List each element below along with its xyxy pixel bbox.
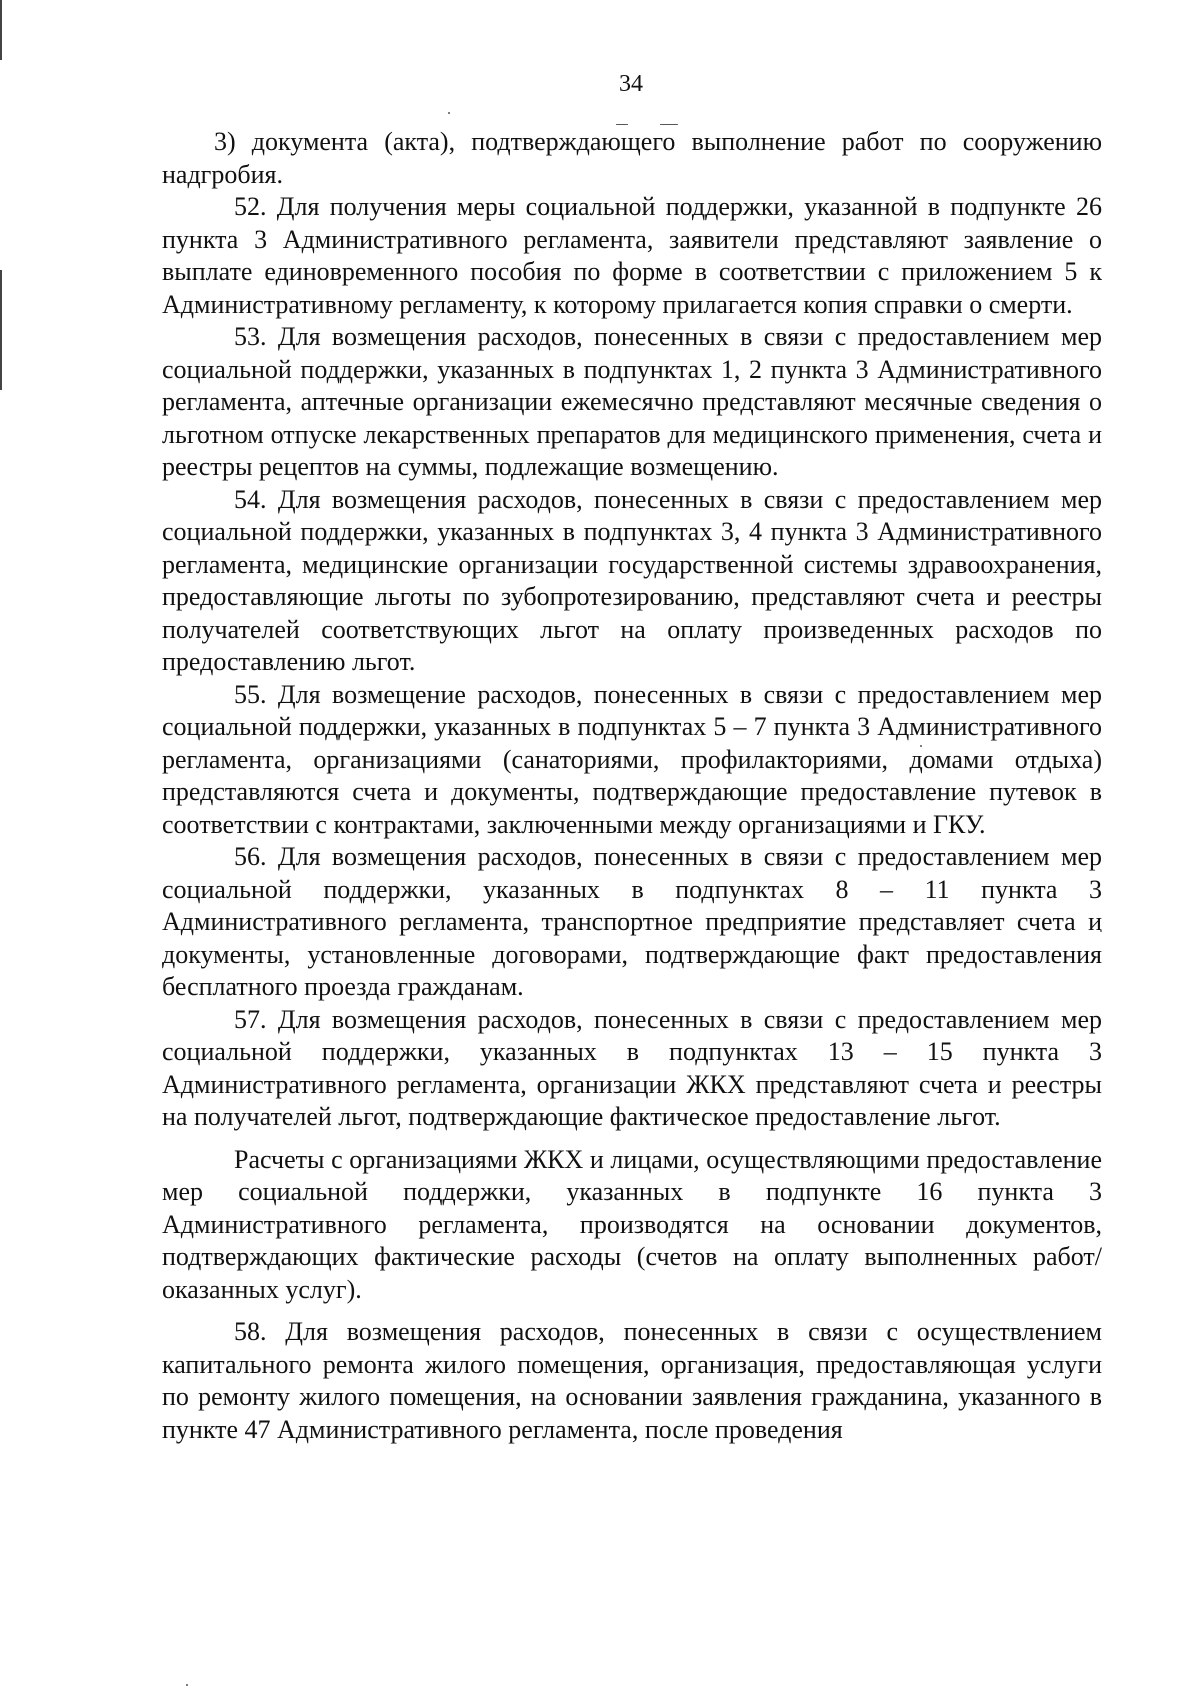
paragraph-54: 54. Для возмещения расходов, понесенных в связи с предоставлением мер социальной поддержки, указанных в подпунктах 3, 4 пункта 3 Административного регламента, медицинские организации государственной системы здравоохранения, предоставляющие льготы по зубопротезированию, представляют счета и реестры получателей соответствующих льгот на оплату произведенных расходов по предоставлению льгот. <box>162 484 1102 676</box>
scan-edge-mark <box>0 270 2 390</box>
paragraph-56: 56. Для возмещения расходов, понесенных в связи с предоставлением мер социальной поддержки, указанных в подпунктах 8 – 11 пункта 3 Административного регламента, транспортное предприятие представляет счета и документы, установленные договорами, подтверждающие факт предоставления бесплатного проезда гражданам. <box>162 842 1102 1001</box>
paragraph-57: 57. Для возмещения расходов, понесенных в связи с предоставлением мер социальной поддержки, указанных в подпунктах 13 – 15 пункта 3 Административного регламента, организации ЖКХ представляют счета и реестры на получателей льгот, подтверждающие фактическое предоставление льгот. <box>162 1004 1102 1131</box>
document-body <box>162 126 1102 1446</box>
scan-speck <box>616 124 628 125</box>
scan-speck <box>448 112 450 114</box>
paragraph-55: 55. Для возмещение расходов, понесенных в связи с предоставлением мер социальной поддержки, указанных в подпунктах 5 – 7 пункта 3 Административного регламента, организациями (санаториями, профилакториями, домами отдыха) представляются счета и документы, подтверждающие предоставление путевок в соответствии с контрактами, заключенными между организациями и ГКУ. <box>162 679 1102 839</box>
paragraph-settlements: Расчеты с организациями ЖКХ и лицами, осуществляющими предоставление мер социальной поддержки, указанных в подпункте 16 пункта 3 Административного регламента, производятся на основании документов, подтверждающих фактические расходы (счетов на оплату выполненных работ/оказанных услуг). <box>162 1144 1102 1304</box>
paragraph-item-3: 3) документа (акта), подтверждающего выполнение работ по сооружению надгробия. <box>162 127 1102 189</box>
scan-speck <box>660 124 678 125</box>
paragraph-53: 53. Для возмещения расходов, понесенных в связи с предоставлением мер социальной поддержки, указанных в подпунктах 1, 2 пункта 3 Административного регламента, аптечные организации ежемесячно представляют месячные сведения о льготном отпуске лекарственных препаратов для медицинского применения, счета и реестры рецептов на суммы, подлежащие возмещению. <box>162 322 1102 481</box>
page-number: 34 <box>619 71 643 97</box>
paragraph-52: 52. Для получения меры социальной поддержки, указанной в подпункте 26 пункта 3 Административного регламента, заявители представляют заявление о выплате единовременного пособия по форме в соответствии с приложением 5 к Административному регламенту, к которому прилагается копия справки о смерти. <box>162 192 1102 319</box>
scan-edge-mark <box>0 0 2 60</box>
paragraph-58: 58. Для возмещения расходов, понесенных в связи с осуществлением капитального ремонта жилого помещения, организация, предоставляющая услуги по ремонту жилого помещения, на основании заявления гражданина, указанного в пункте 47 Административного регламента, после проведения <box>162 1317 1102 1444</box>
scan-speck <box>186 1684 188 1686</box>
